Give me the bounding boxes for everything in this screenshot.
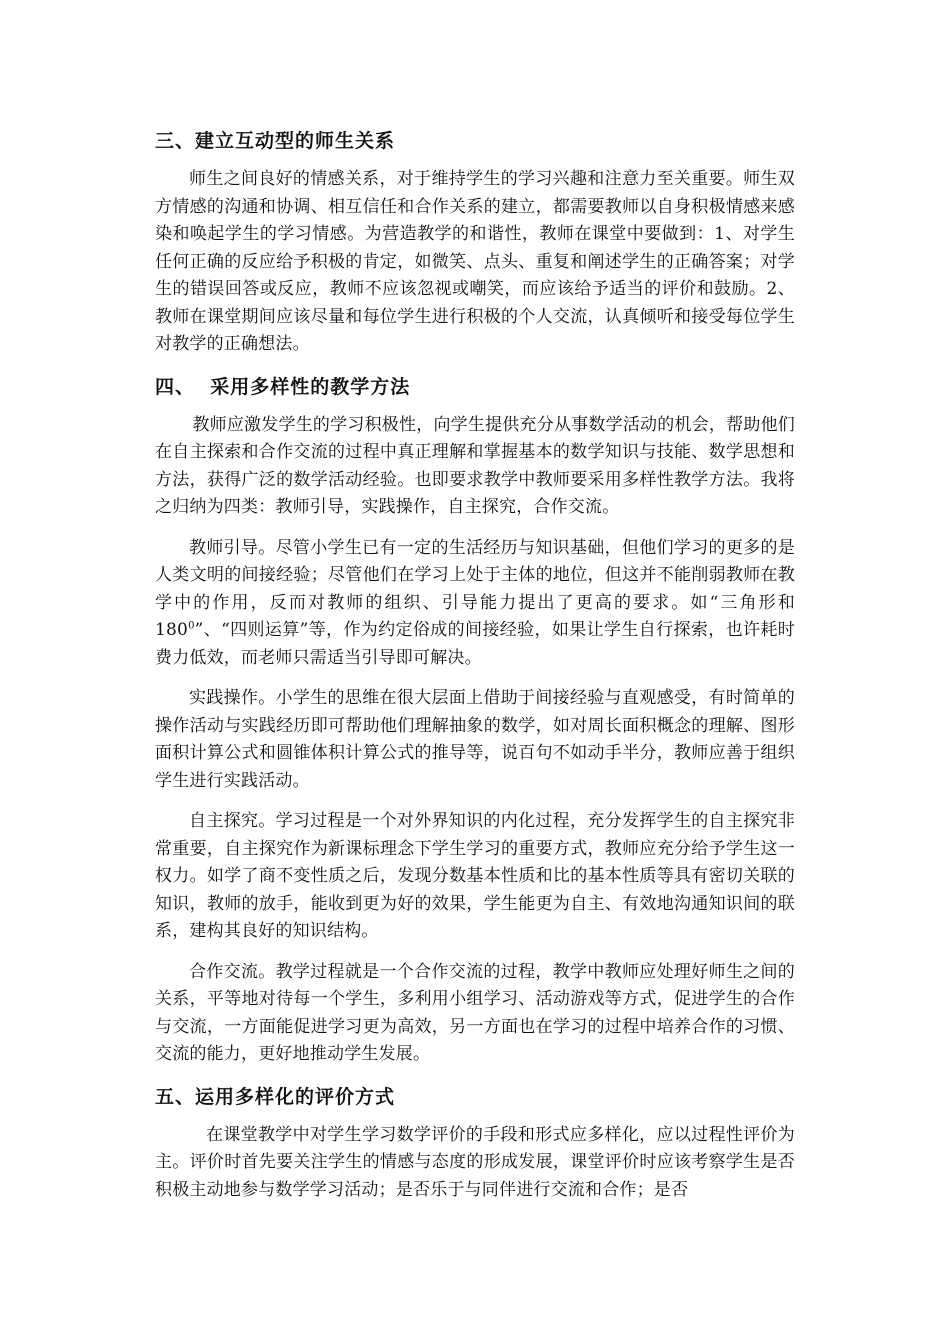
section-4-paragraph-2-tail: ”、“四则运算”等，作为约定俗成的间接经验，如果让学生自行探索，也许耗时费力低效，而老师只需适当引导即可解决。 xyxy=(155,620,795,668)
section-4-paragraph-3: 实践操作。小学生的思维在很大层面上借助于间接经验与直观感受，有时简单的操作活动与实践经历即可帮助他们理解抽象的数学，如对周长面积概念的理解、图形面积计算公式和圆锥体积计算公式的推导等，说百句不如动手半分，教师应善于组织学生进行实践活动。 xyxy=(155,688,795,791)
section-heading-3: 三、建立互动型的师生关系 xyxy=(155,130,396,152)
section-4-paragraph-1: 教师应激发学生的学习积极性，向学生提供充分从事数学活动的机会，帮助他们在自主探索和合作交流的过程中真正理解和掌握基本的数学知识与技能、数学思想和方法，获得广泛的数学活动经验。也即要求教学中教师要采用多样性教学方法。我将之归纳为四类：教师引导，实践操作，自主探究，合作交流。 xyxy=(155,414,795,517)
section-5-paragraph-1: 在课堂教学中对学生学习数学评价的手段和形式应多样化，应以过程性评价为主。评价时首先要关注学生的情感与态度的形成发展，课堂评价时应该考察学生是否积极主动地参与数学学习活动；是否乐于与同伴进行交流和合作；是否 xyxy=(155,1124,795,1200)
document-page xyxy=(155,126,795,1217)
section-4-paragraph-2 xyxy=(155,535,795,673)
section-heading-5: 五、运用多样化的评价方式 xyxy=(155,1085,396,1108)
section-4-paragraph-5: 合作交流。教学过程就是一个合作交流的过程，教学中教师应处理好师生之间的关系，平等地对待每一个学生，多利用小组学习、活动游戏等方式，促进学生的合作与交流，一方面能促进学习更为高效，另一方面也在学习的过程中培养合作的习惯、交流的能力，更好地推动学生发展。 xyxy=(155,961,795,1064)
section-3-paragraph-1: 师生之间良好的情感关系，对于维持学生的学习兴趣和注意力至关重要。师生双方情感的沟通和协调、相互信任和合作关系的建立，都需要教师以自身积极情感来感染和唤起学生的学习情感。为营造教学的和谐性，教师在课堂中要做到：1、对学生任何正确的反应给予积极的肯定，如微笑、点头、重复和阐述学生的正确答案；对学生的错误回答或反应，教师不应该忽视或嘲笑，而应该给予适当的评价和鼓励。2、教师在课堂期间应该尽量和每位学生进行积极的个人交流，认真倾听和接受每位学生对教学的正确想法。 xyxy=(155,169,795,354)
section-4-paragraph-2-text: 教师引导。尽管小学生已有一定的生活经历与知识基础，但他们学习的更多的是人类文明的间接经验；尽管他们在学习上处于主体的地位，但这并不能削弱教师在教学中的作用，反而对教师的组织、引导能力提出了更高的要求。如“三角形和 180 xyxy=(155,537,795,640)
degree-superscript: 0 xyxy=(188,620,195,632)
section-heading-4: 四、 采用多样性的教学方法 xyxy=(155,375,411,398)
section-4-paragraph-4: 自主探究。学习过程是一个对外界知识的内化过程，充分发挥学生的自主探究非常重要，自主探究作为新课标理念下学生学习的重要方式，教师应充分给予学生这一权力。如学了商不变性质之后，发现分数基本性质和比的基本性质等具有密切关联的知识，教师的放手，能收到更为好的效果，学生能更为自主、有效地沟通知识间的联系，建构其良好的知识结构。 xyxy=(155,811,795,941)
